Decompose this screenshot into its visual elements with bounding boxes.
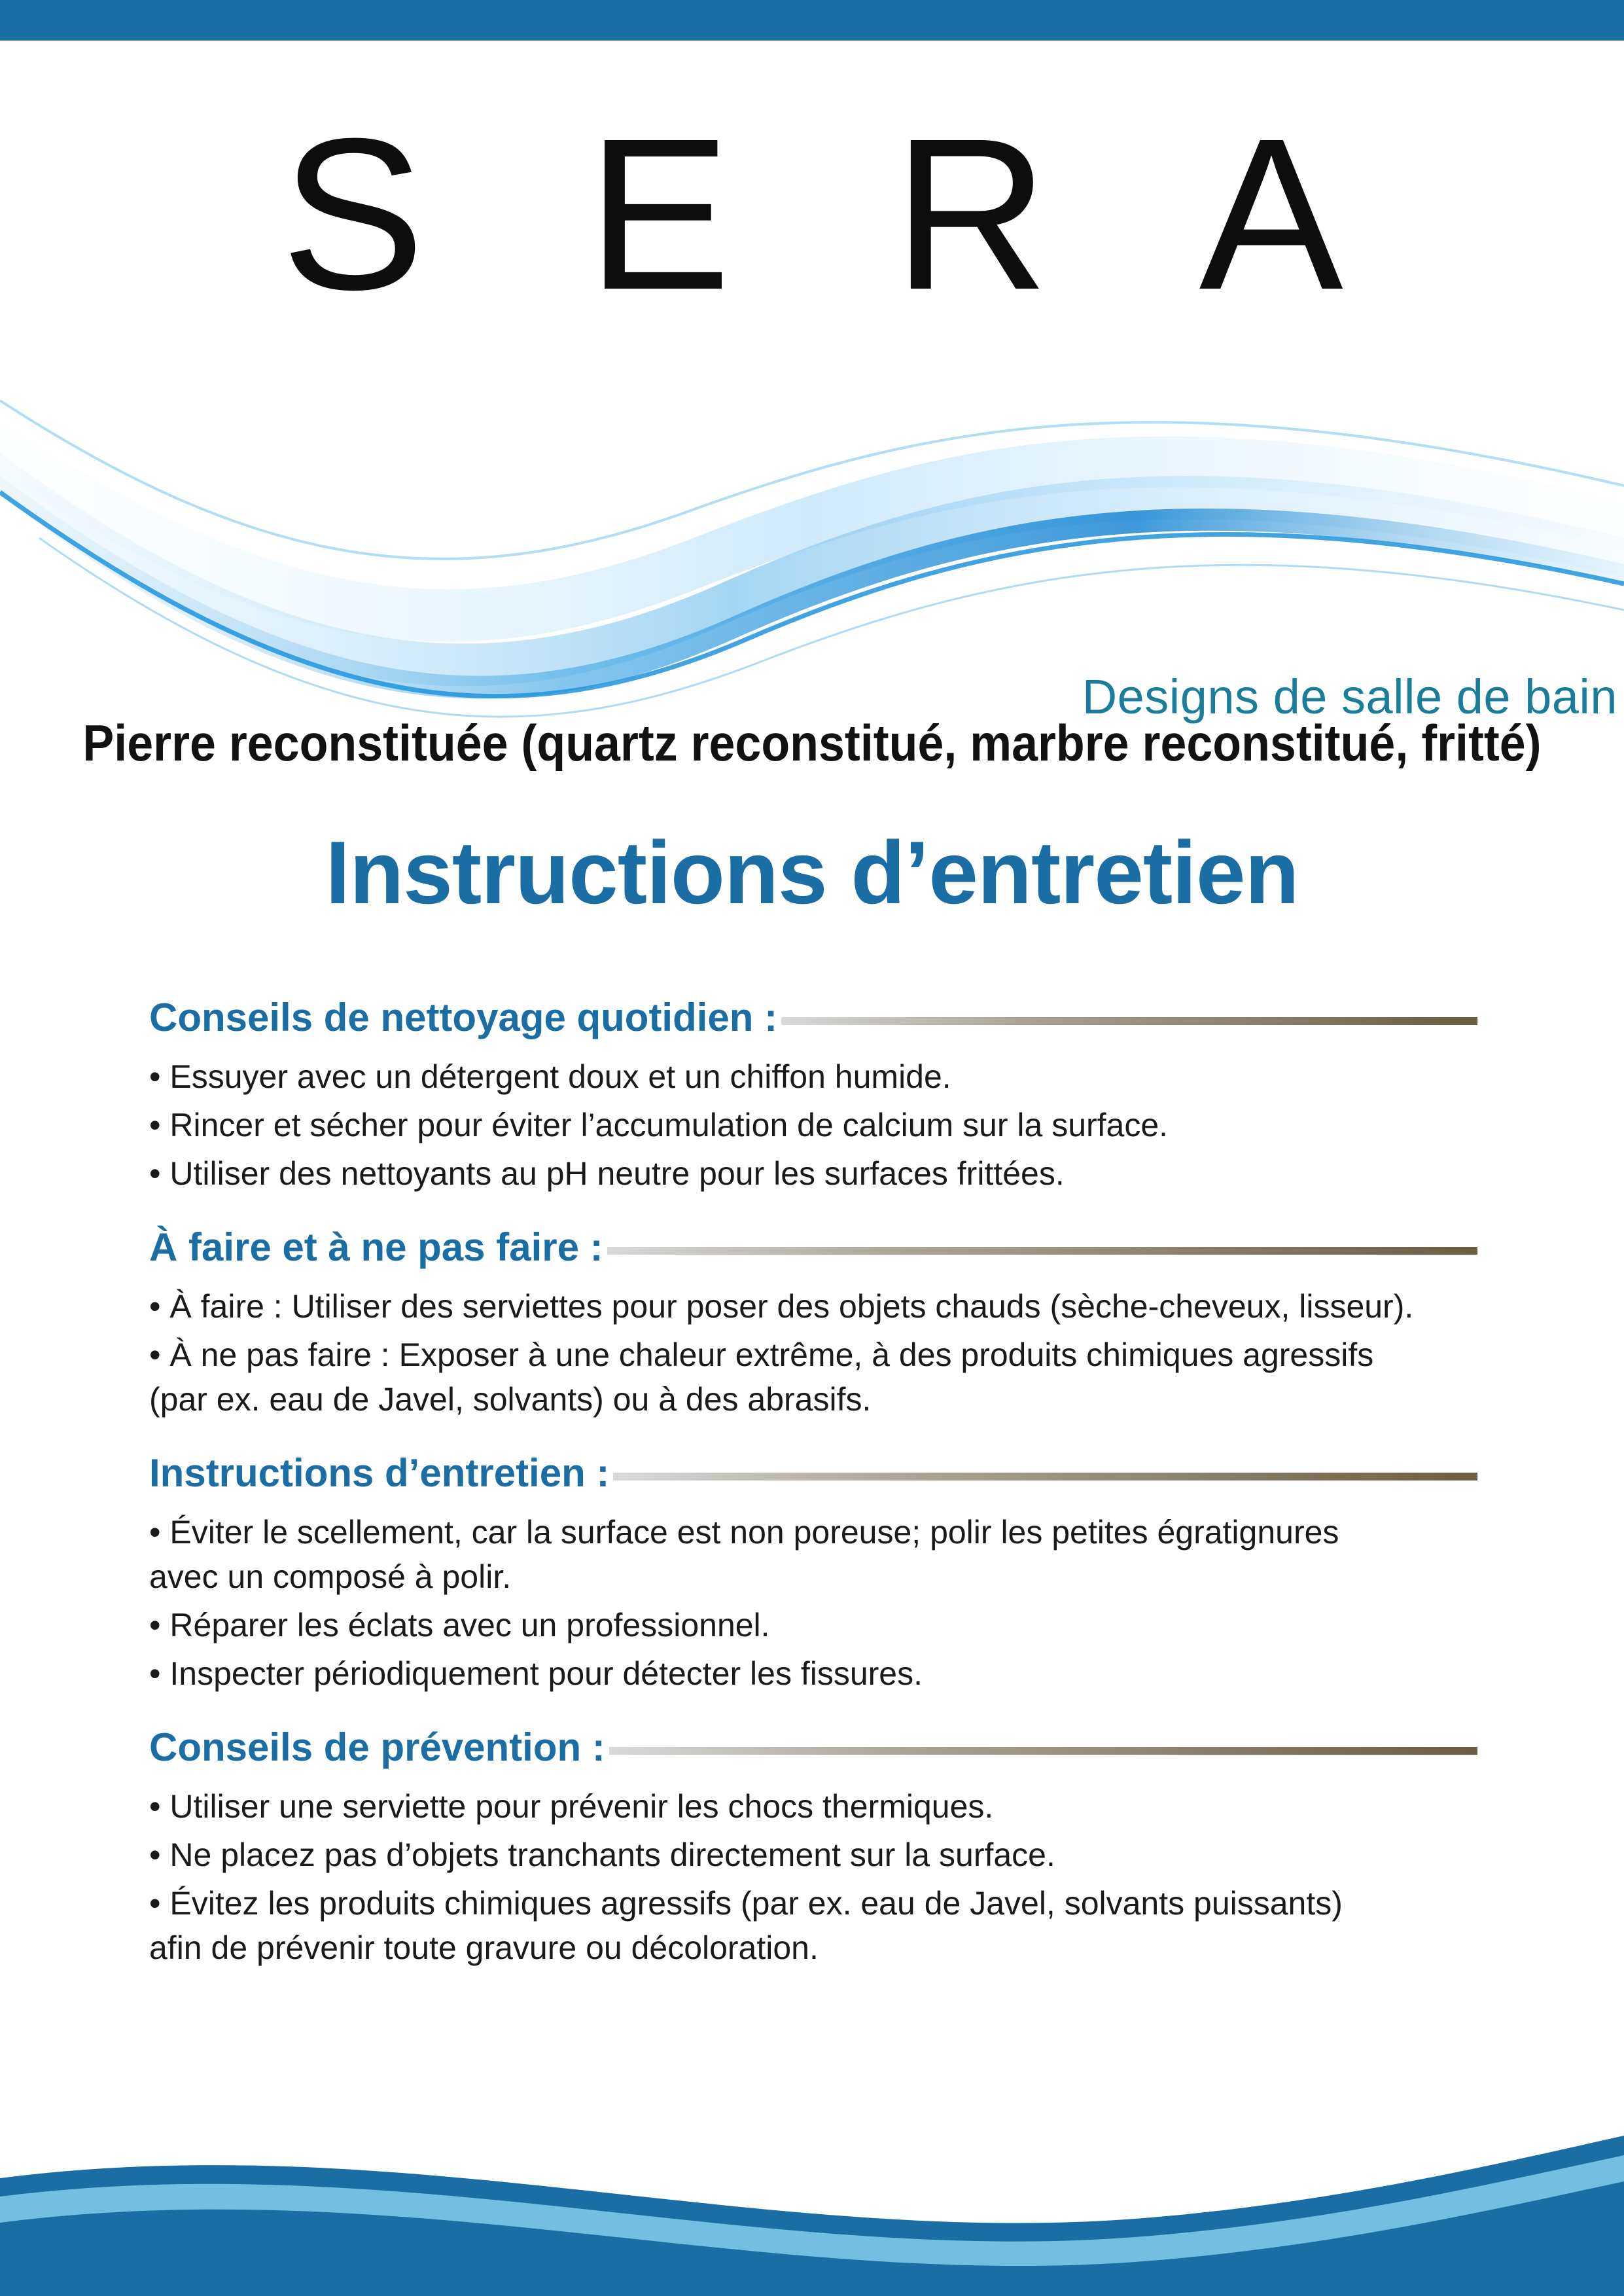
section-prevention — [149, 1725, 1477, 1970]
list-item: • À faire : Utiliser des serviettes pour poser des objets chauds (sèche-cheveux, lisseur). — [149, 1288, 1414, 1325]
list-item-text: • Éviter le scellement, car la surface est non poreuse; polir les petites égratignures — [149, 1514, 1339, 1551]
brand-tagline: Designs de salle de bain — [1082, 670, 1617, 724]
list-item — [149, 1333, 1477, 1422]
section-daily-cleaning — [149, 995, 1477, 1196]
list-item: • Ne placez pas d’objets tranchants directement sur la surface. — [149, 1837, 1055, 1873]
section-header — [149, 995, 1477, 1040]
list-item: • Essuyer avec un détergent doux et un chiffon humide. — [149, 1058, 951, 1095]
list-item-continuation: (par ex. eau de Javel, solvants) ou à des abrasifs. — [149, 1381, 872, 1418]
section-dos-and-donts — [149, 1225, 1477, 1422]
section-rule — [609, 1747, 1477, 1755]
list-item-continuation: afin de prévenir toute gravure ou décoloration. — [149, 1929, 819, 1966]
list-item: • Inspecter périodiquement pour détecter les fissures. — [149, 1655, 923, 1692]
section-title: Conseils de nettoyage quotidien : — [149, 996, 778, 1039]
brand-wordmark: S E R A — [281, 93, 1394, 334]
section-maintenance — [149, 1450, 1477, 1696]
top-accent-bar — [0, 0, 1624, 41]
list-item — [149, 1881, 1477, 1970]
section-header — [149, 1725, 1477, 1770]
section-rule — [607, 1247, 1477, 1255]
list-item-continuation: avec un composé à polir. — [149, 1558, 512, 1595]
instructions-content — [149, 995, 1477, 1999]
list-item-text: • Évitez les produits chimiques agressifs (par ex. eau de Javel, solvants puissants) — [149, 1885, 1343, 1922]
list-item: • Réparer les éclats avec un professionnel. — [149, 1607, 770, 1643]
page-title: Instructions d’entretien — [325, 823, 1299, 922]
section-rule — [613, 1473, 1477, 1480]
list-item-text: • À ne pas faire : Exposer à une chaleur extrême, à des produits chimiques agressifs — [149, 1336, 1374, 1373]
bottom-wave-graphic — [0, 2119, 1624, 2296]
section-rule — [781, 1017, 1477, 1025]
product-line-label: Pierre reconstituée (quartz reconstitué, marbre reconstitué, fritté) — [82, 714, 1542, 772]
section-title: Instructions d’entretien : — [149, 1451, 610, 1495]
list-item — [149, 1510, 1477, 1599]
section-header — [149, 1450, 1477, 1496]
section-title: À faire et à ne pas faire : — [149, 1225, 603, 1269]
section-header — [149, 1225, 1477, 1270]
logo-header — [0, 41, 1624, 724]
list-item: • Utiliser une serviette pour prévenir les chocs thermiques. — [149, 1788, 994, 1825]
section-title: Conseils de prévention : — [149, 1725, 605, 1769]
list-item: • Utiliser des nettoyants au pH neutre pour les surfaces frittées. — [149, 1155, 1065, 1192]
list-item: • Rincer et sécher pour éviter l’accumulation de calcium sur la surface. — [149, 1107, 1169, 1143]
